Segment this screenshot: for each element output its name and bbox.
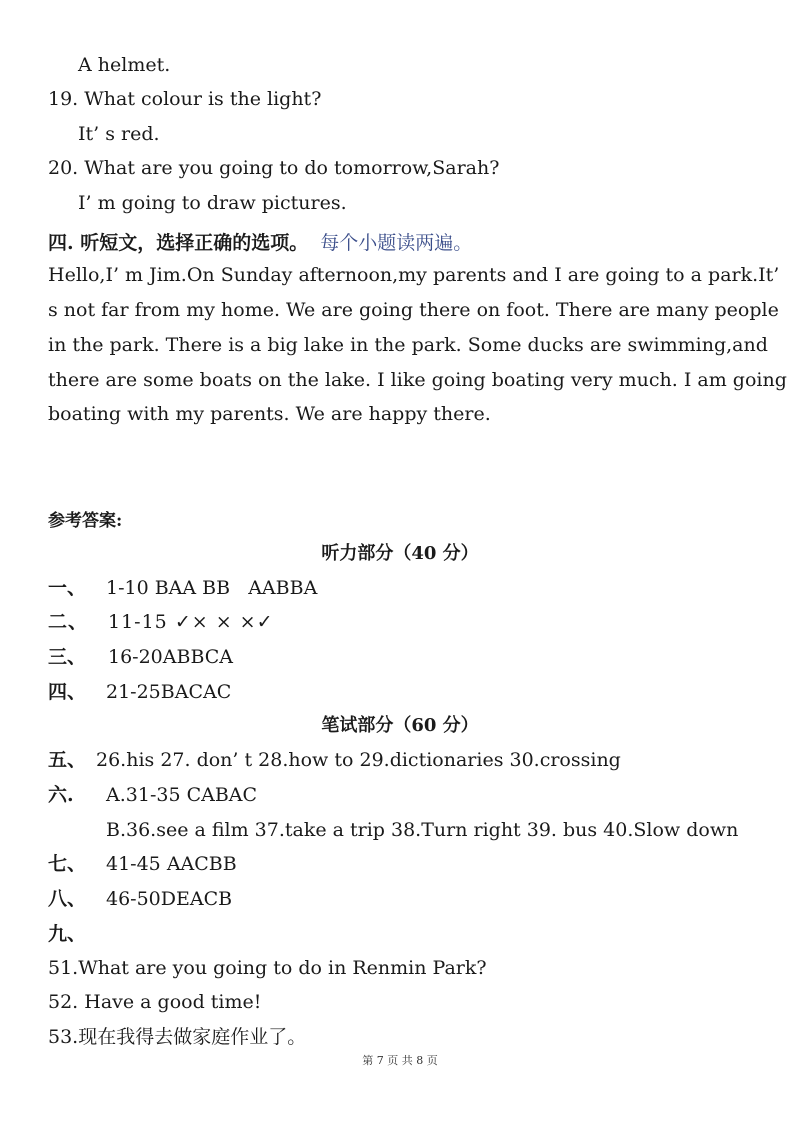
answer-row-label: 一、	[48, 577, 87, 599]
answer-row	[106, 817, 738, 843]
listening-header: 听力部分（40 分）	[321, 543, 479, 564]
answer-row-label: 六.	[48, 784, 74, 806]
q20-question: 20. What are you going to do tomorrow,Sarah?	[48, 157, 500, 179]
answer-row-text: 11-15 ✓× × ×✓	[108, 611, 274, 633]
answer-row	[48, 609, 274, 635]
section4-instruction: 每个小题读两遍。	[320, 232, 473, 254]
answer-row-text: B.36.see a film 37.take a trip 38.Turn right 39. bus 40.Slow down	[106, 819, 739, 841]
q51-answer: 51.What are you going to do in Renmin Park?	[48, 957, 487, 979]
answer-row-label: 九、	[48, 923, 87, 945]
writing-header: 笔试部分（60 分）	[321, 715, 479, 736]
answer-row	[48, 851, 237, 877]
q18-answer: A helmet.	[78, 54, 171, 76]
q19-question: 19. What colour is the light?	[48, 88, 322, 110]
answer-row	[48, 644, 233, 670]
answer-row-label: 八、	[48, 888, 87, 910]
q52-answer: 52. Have a good time!	[48, 991, 262, 1013]
answer-row-text: 41-45 AACBB	[106, 853, 237, 875]
q19-answer: It’ s red.	[78, 123, 160, 145]
answer-row-label: 五、	[48, 749, 87, 771]
answer-row-text: A.31-35 CABAC	[106, 784, 258, 806]
answer-row-text: 21-25BACAC	[106, 681, 232, 703]
page-number: 第 7 页 共 8 页	[362, 1054, 438, 1067]
answer-row-text: 1-10 BAA BB AABBA	[106, 577, 318, 599]
section4-heading: 四. 听短文，选择正确的选项。	[48, 232, 309, 254]
answer-row-text: 46-50DEACB	[106, 888, 233, 910]
answer-row-label: 三、	[48, 646, 87, 668]
answer-row	[48, 575, 317, 601]
answer-row-label: 七、	[48, 853, 87, 875]
answer-row	[48, 747, 621, 773]
answers-title: 参考答案:	[48, 511, 123, 531]
answer-row	[48, 921, 86, 947]
answer-row	[48, 886, 232, 912]
answer-row-label: 二、	[48, 611, 89, 633]
passage-line: s not far from my home. We are going there on foot. There are many people	[48, 299, 779, 321]
answer-row-label: 四、	[48, 681, 87, 703]
passage-line: boating with my parents. We are happy there.	[48, 403, 491, 425]
answer-row	[48, 782, 257, 808]
answer-row	[48, 679, 231, 705]
answer-row-text: 26.his 27. don’ t 28.how to 29.dictionaries 30.crossing	[96, 749, 621, 771]
section4-heading-line	[48, 230, 472, 256]
q53-answer: 53.现在我得去做家庭作业了。	[48, 1026, 307, 1048]
passage-line: there are some boats on the lake. I like going boating very much. I am going	[48, 369, 787, 391]
answer-row-text: 16-20ABBCA	[108, 646, 234, 668]
q20-answer: I’ m going to draw pictures.	[78, 192, 347, 214]
passage-line: in the park. There is a big lake in the park. Some ducks are swimming,and	[48, 334, 768, 356]
passage-line: Hello,I’ m Jim.On Sunday afternoon,my parents and I are going to a park.It’	[48, 264, 780, 286]
